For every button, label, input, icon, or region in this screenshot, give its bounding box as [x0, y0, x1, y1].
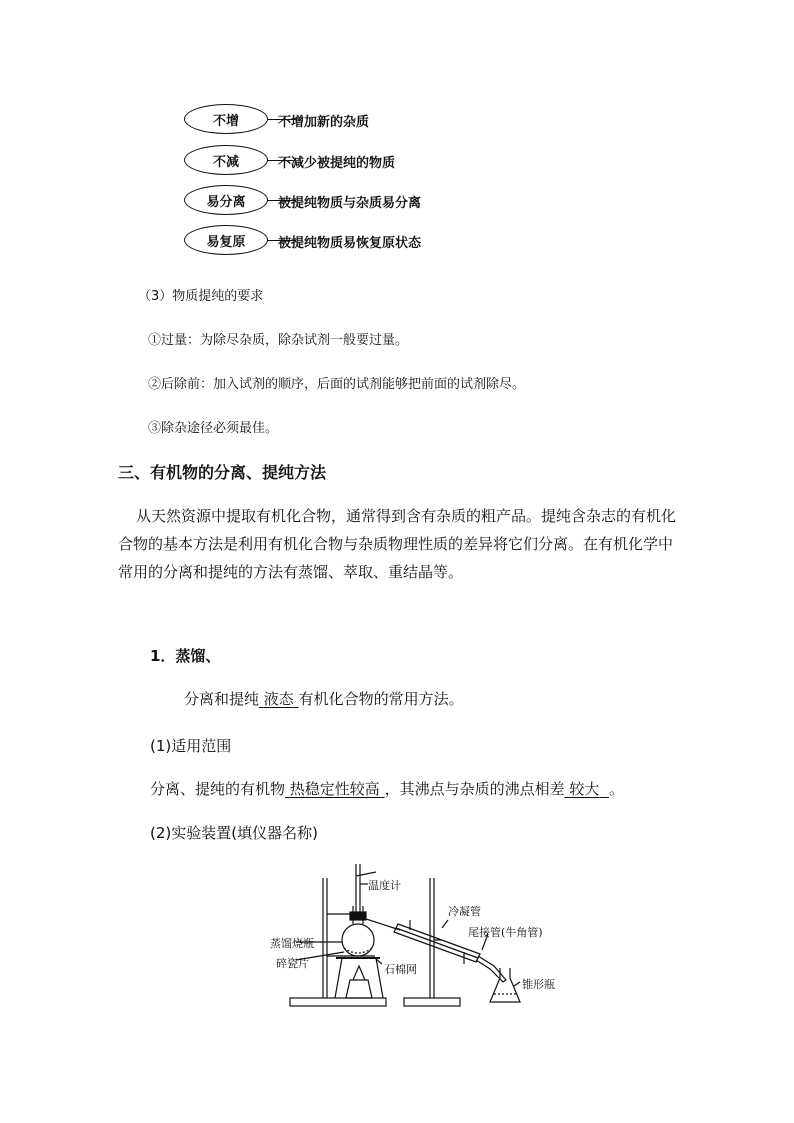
- label-boiling-chips: 碎瓷片: [276, 957, 309, 970]
- scope-text: 分离、提纯的有机物 热稳定性较高 ，其沸点与杂质的沸点相差 较大 。: [150, 780, 624, 798]
- alcohol-lamp: [346, 980, 372, 998]
- principle-desc-easy-separate: 被提纯物质与杂质易分离: [278, 196, 422, 211]
- blank-answer: 液态: [263, 690, 294, 708]
- principle-oval-no-add: 不增: [184, 104, 268, 134]
- scope-title: (1)适用范围: [150, 737, 232, 755]
- blank-answer: 较大: [569, 780, 600, 798]
- section-paragraph: 从天然资源中提取有机化合物，通常得到含有杂质的粗产品。提纯含杂志的有机化合物的基本方法是利用有机化合物与杂质物理性质的差异将它们分离。在有机化学中常用的分离和提纯的方法有蒸馏、萃取、重结晶等。: [118, 507, 677, 581]
- distillation-heading: 1．蒸馏、: [150, 647, 221, 665]
- requirement-item-3: ③除杂途径必须最佳。: [148, 421, 279, 436]
- label-thermometer: 温度计: [368, 879, 401, 892]
- label-condenser: 冷凝管: [448, 905, 481, 918]
- label-asbestos-gauze: 石棉网: [384, 963, 417, 976]
- principle-oval-easy-restore: 易复原: [184, 225, 268, 255]
- adapter-tube: [476, 956, 506, 982]
- principle-desc-no-add: 不增加新的杂质: [278, 115, 370, 130]
- stand-base-right: [404, 998, 460, 1006]
- principle-oval-easy-separate: 易分离: [184, 185, 268, 215]
- label-adapter: 尾接管(牛角管): [468, 926, 543, 939]
- label-erlenmeyer-flask: 锥形瓶: [522, 978, 555, 991]
- label-distillation-flask: 蒸馏烧瓶: [270, 937, 314, 950]
- requirements-title: （3）物质提纯的要求: [138, 289, 264, 304]
- requirement-item-2: ②后除前：加入试剂的顺序，后面的试剂能够把前面的试剂除尽。: [148, 377, 526, 392]
- principle-oval-no-reduce: 不减: [184, 145, 268, 175]
- blank-answer: 热稳定性较高: [289, 780, 380, 798]
- distillation-flask: [342, 924, 374, 956]
- principle-desc-easy-restore: 被提纯物质易恢复原状态: [278, 236, 422, 251]
- requirement-item-1: ①过量：为除尽杂质，除杂试剂一般要过量。: [148, 333, 409, 348]
- principle-desc-no-reduce: 不减少被提纯的物质: [278, 156, 396, 171]
- section-heading: 三、有机物的分离、提纯方法: [118, 463, 327, 482]
- distillation-definition: 分离和提纯 液态 有机化合物的常用方法。: [184, 690, 464, 708]
- stand-base-left: [290, 998, 386, 1006]
- apparatus-title: (2)实验装置(填仪器名称): [150, 824, 318, 842]
